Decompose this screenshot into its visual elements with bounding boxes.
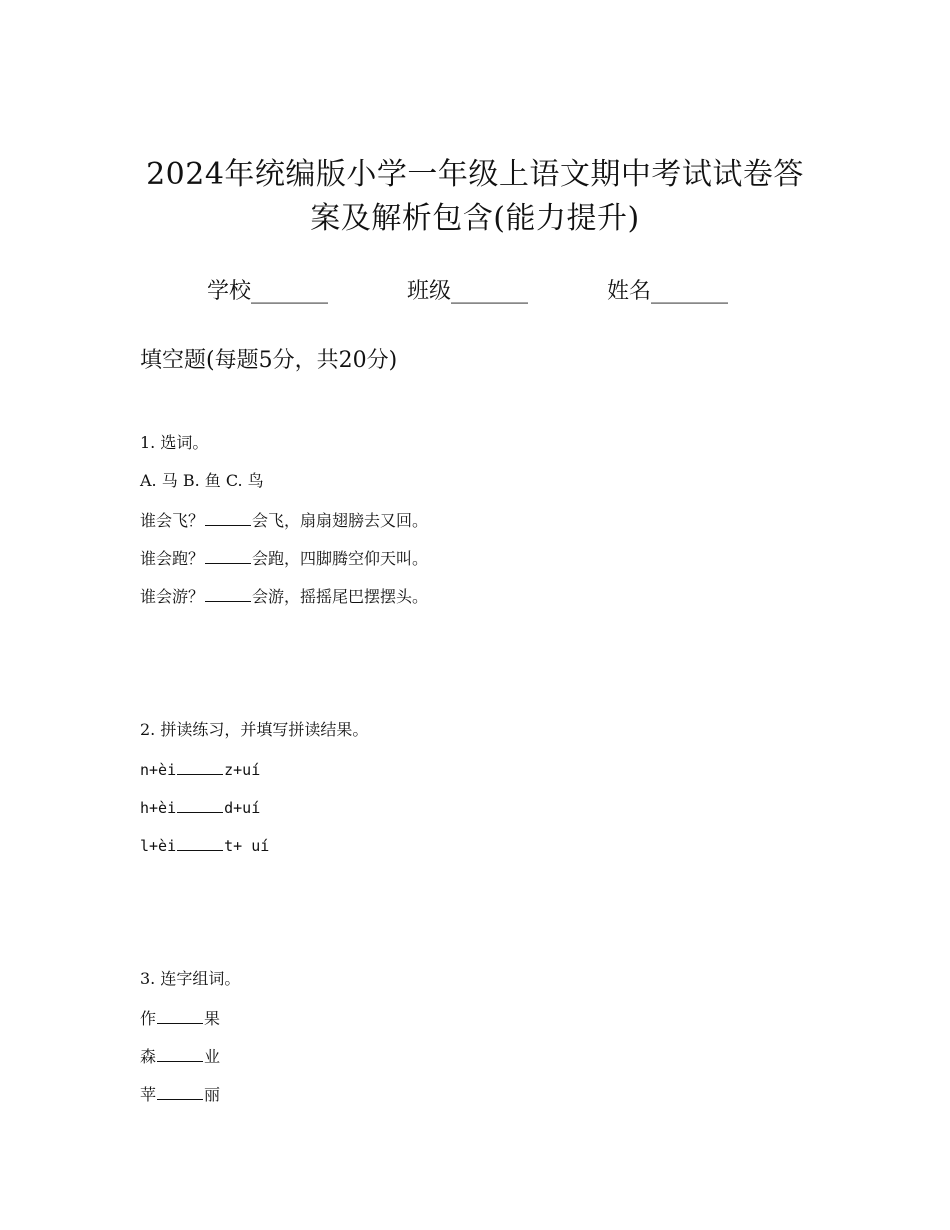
document-title-line-2: 案及解析包含(能力提升) [310, 201, 640, 236]
q2-line-2 [140, 794, 260, 820]
q2-line-2-before: h+èi [140, 799, 177, 817]
q1-line-2-before: 谁会跑？ [140, 549, 205, 568]
answer-blank [177, 794, 223, 813]
q2-line-3-before: l+èi [140, 837, 177, 855]
q1-line-3 [140, 583, 428, 609]
q1-line-2-after: 会跑，四脚腾空仰天叫。 [252, 549, 429, 568]
q1-line-1-after: 会飞，扇扇翅膀去又回。 [252, 511, 429, 530]
q1-prompt: 1. 选词。 [140, 433, 209, 452]
answer-blank [205, 545, 251, 564]
q2-prompt: 2. 拼读练习，并填写拼读结果。 [140, 720, 369, 739]
q3-line-3 [140, 1081, 220, 1107]
class-field-label: 班级_______ [407, 279, 529, 304]
q1-options: A. 马 B. 鱼 C. 鸟 [140, 471, 264, 490]
answer-blank [177, 756, 223, 775]
q2-line-1-after: z+uí [224, 761, 261, 779]
q3-line-2-after: 业 [204, 1047, 221, 1066]
q1-line-1 [140, 507, 428, 533]
school-field-label: 学校_______ [207, 279, 329, 304]
answer-blank [205, 583, 251, 602]
q1-line-3-after: 会游，摇摇尾巴摆摆头。 [252, 587, 429, 606]
answer-blank [157, 1005, 203, 1024]
q3-line-1 [140, 1005, 220, 1031]
answer-blank [157, 1043, 203, 1062]
document-title-line-1: 2024年统编版小学一年级上语文期中考试试卷答 [146, 157, 804, 192]
answer-blank [205, 507, 251, 526]
q2-line-2-after: d+uí [224, 799, 261, 817]
q2-line-3 [140, 832, 269, 858]
name-field-label: 姓名_______ [607, 279, 729, 304]
q3-line-1-before: 作 [140, 1009, 157, 1028]
answer-blank [157, 1081, 203, 1100]
q3-line-2-before: 森 [140, 1047, 157, 1066]
q3-line-2 [140, 1043, 220, 1069]
q2-line-1 [140, 756, 260, 782]
section-title: 填空题(每题5分，共20分) [140, 348, 398, 373]
q2-line-3-after: t+ uí [224, 837, 270, 855]
q1-line-1-before: 谁会飞？ [140, 511, 205, 530]
q2-line-1-before: n+èi [140, 761, 177, 779]
q1-line-3-before: 谁会游？ [140, 587, 205, 606]
q3-line-3-before: 苹 [140, 1085, 157, 1104]
q3-line-1-after: 果 [204, 1009, 221, 1028]
q3-prompt: 3. 连字组词。 [140, 969, 241, 988]
answer-blank [177, 832, 223, 851]
q3-line-3-after: 丽 [204, 1085, 221, 1104]
q1-line-2 [140, 545, 428, 571]
